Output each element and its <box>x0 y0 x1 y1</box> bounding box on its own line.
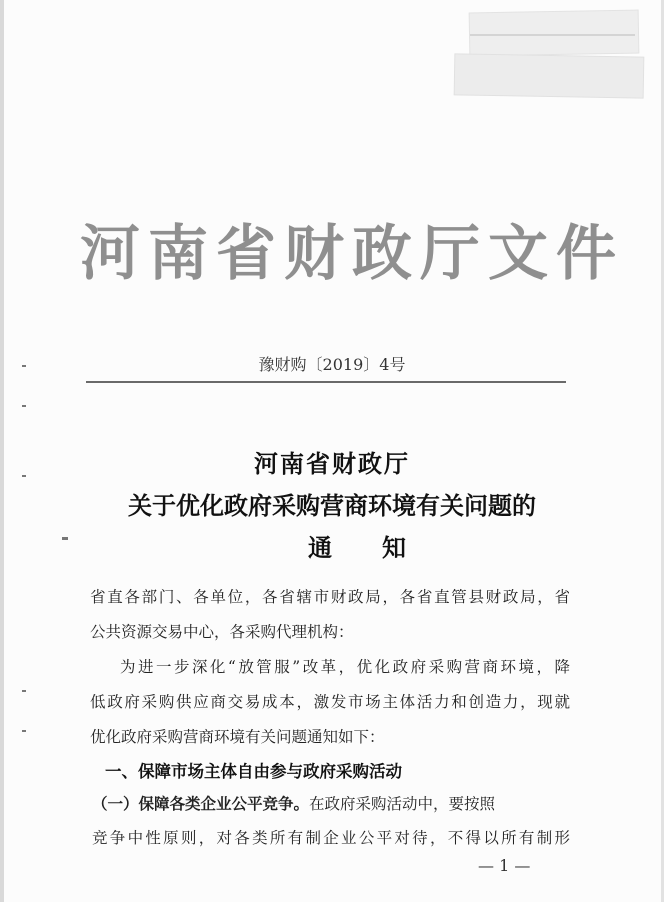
subsection-1-label: （一）保障各类企业公平竞争。 <box>92 794 310 813</box>
intro-line2: 低政府采购供应商交易成本，激发市场主体活力和创造力，现就 <box>90 693 570 711</box>
intro-line3: 优化政府采购营商环境有关问题通知如下： <box>90 728 385 746</box>
issuer-title: 河南省财政厅文件 <box>80 219 624 289</box>
addressee-line2: 公共资源交易中心，各采购代理机构： <box>90 623 354 641</box>
notice-title-line2: 关于优化政府采购营商环境有关问题的 <box>128 491 536 520</box>
notice-title-line3: 通知 <box>308 533 456 562</box>
redaction-patch-lower <box>455 54 644 97</box>
subsection-1-line1 <box>92 792 570 814</box>
scan-speck <box>22 365 26 367</box>
subsection-1-line2: 竞争中性原则，对各类所有制企业公平对待，不得以所有制形 <box>92 829 570 847</box>
redaction-strip <box>470 34 635 36</box>
scan-speck <box>22 405 26 407</box>
redaction-patch <box>470 11 639 56</box>
intro-line1: 为进一步深化“放管服”改革，优化政府采购营商环境，降 <box>120 658 570 676</box>
scan-speck <box>22 730 26 732</box>
header-divider <box>86 381 566 383</box>
page-number: — 1 — <box>478 856 531 875</box>
subsection-1-text: 在政府采购活动中，要按照 <box>309 795 496 813</box>
document-number: 豫财购〔2019〕4号 <box>258 355 406 374</box>
addressee-line1: 省直各部门、各单位，各省辖市财政局，各省直管县财政局，省 <box>90 588 570 606</box>
section-1-title: 一、保障市场主体自由参与政府采购活动 <box>105 762 402 781</box>
notice-title-line1: 河南省财政厅 <box>254 449 410 478</box>
scan-speck <box>22 690 26 692</box>
